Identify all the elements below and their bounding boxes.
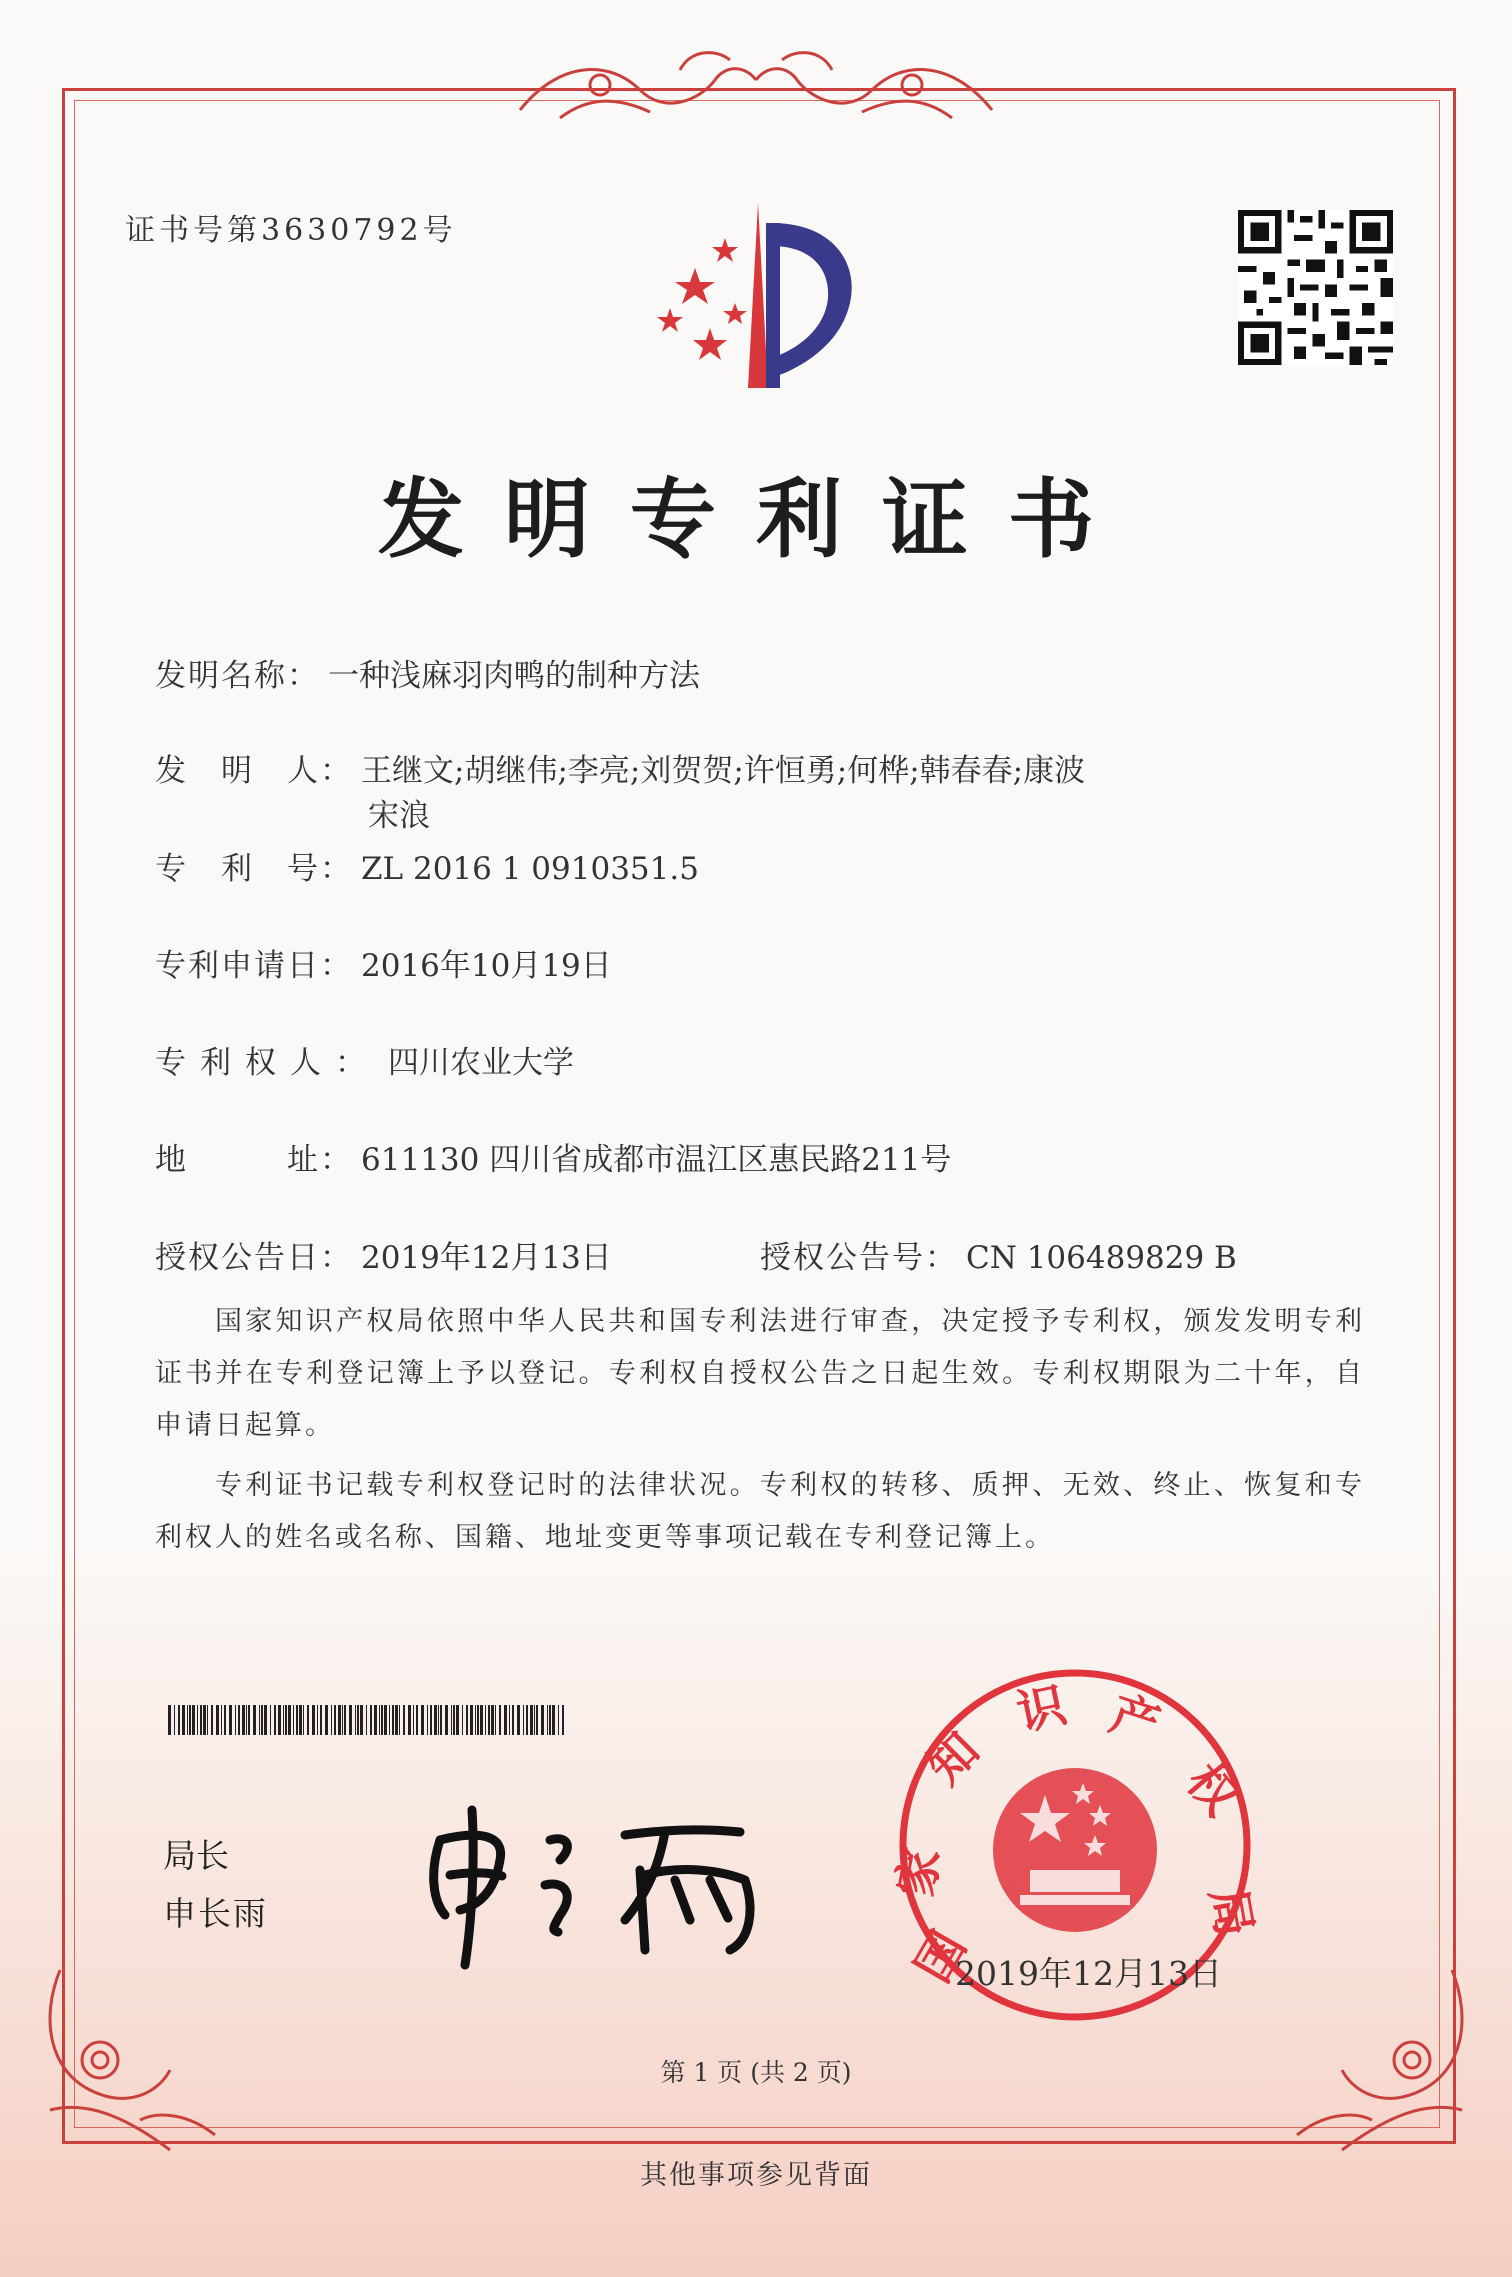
top-ornament	[500, 40, 1012, 130]
field-value: 一种浅麻羽肉鸭的制种方法	[328, 658, 700, 694]
field-value: 王继文;胡继伟;李亮;刘贺贺;许恒勇;何桦;韩春春;康波	[361, 753, 1086, 789]
field-address	[155, 1134, 951, 1179]
certificate-statement	[155, 1296, 1365, 1564]
field-value: 2016年10月19日	[361, 948, 612, 984]
field-value: CN 106489829 B	[966, 1240, 1237, 1276]
director-title: 局长	[163, 1836, 229, 1875]
svg-text:知: 知	[916, 1721, 991, 1796]
field-label: 授权公告日：	[155, 1240, 353, 1276]
field-label: 专利权人：	[155, 1045, 380, 1081]
svg-text:局: 局	[1199, 1883, 1263, 1941]
field-grant-number	[760, 1232, 1237, 1277]
svg-text:识: 识	[1012, 1676, 1071, 1742]
field-inventors	[155, 745, 1085, 790]
field-filing-date	[155, 940, 612, 985]
field-value: 2019年12月13日	[361, 1240, 612, 1276]
patent-office-emblem-icon	[640, 198, 880, 398]
director-signature	[410, 1800, 790, 1970]
field-inventors-continued	[368, 790, 430, 835]
back-note: 其他事项参见背面	[640, 2160, 872, 2191]
svg-text:家: 家	[887, 1843, 951, 1901]
seal-date: 2019年12月13日	[955, 1954, 1222, 1993]
svg-text:国: 国	[904, 1922, 978, 1992]
field-label: 地 址：	[155, 1142, 353, 1178]
barcode	[168, 1705, 568, 1735]
field-label: 授权公告号：	[760, 1240, 958, 1276]
field-invention-name	[155, 650, 700, 695]
field-value: 四川农业大学	[388, 1045, 574, 1081]
svg-text:产: 产	[1103, 1685, 1167, 1754]
field-patent-number	[155, 843, 699, 888]
field-value: 611130 四川省成都市温江区惠民路211号	[361, 1142, 952, 1178]
director-name: 申长雨	[163, 1894, 268, 1933]
certificate-number: 证书号第3630792号	[125, 213, 457, 248]
field-label: 专利申请日：	[155, 948, 353, 984]
field-value: ZL 2016 1 0910351.5	[361, 851, 699, 887]
field-grant-date	[155, 1232, 612, 1277]
field-label: 发 明 人：	[155, 753, 353, 789]
page-number: 第 1 页 (共 2 页)	[660, 2058, 852, 2087]
qr-code	[1238, 210, 1393, 365]
field-label: 专 利 号：	[155, 851, 353, 887]
certificate-title: 发明专利证书	[378, 469, 1134, 570]
statement-paragraph: 专利证书记载专利权登记时的法律状况。专利权的转移、质押、无效、终止、恢复和专利权人的姓名或名称、国籍、地址变更等事项记载在专利登记簿上。	[155, 1470, 1365, 1553]
svg-text:权: 权	[1175, 1753, 1250, 1827]
field-value: 宋浪	[368, 798, 430, 834]
statement-paragraph: 国家知识产权局依照中华人民共和国专利法进行审查，决定授予专利权，颁发发明专利证书并在专利登记簿上予以登记。专利权自授权公告之日起生效。专利权期限为二十年，自申请日起算。	[155, 1306, 1365, 1441]
field-patentee	[155, 1037, 574, 1082]
field-label: 发明名称：	[155, 658, 320, 694]
